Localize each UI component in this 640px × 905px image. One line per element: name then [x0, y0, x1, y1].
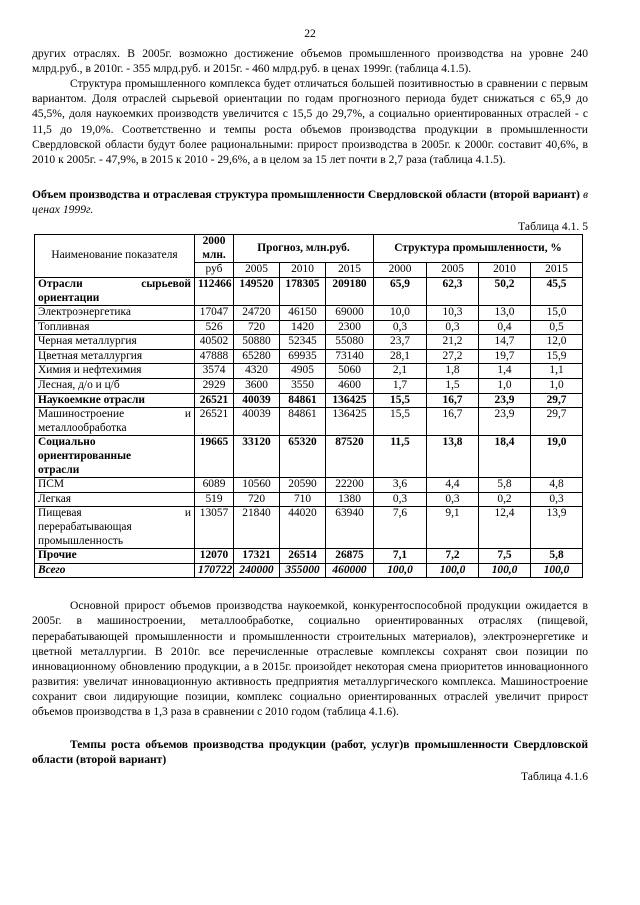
value-cell: 3,6 — [374, 478, 427, 493]
value-cell: 5060 — [326, 364, 374, 379]
paragraph-2: Структура промышленного комплекса будет отличаться большей позитивностью в сравнении с первым вариантом. Доля отраслей сырьевой ориентации по годам прогнозного периода будет снижаться с 65,9 до 45,5%, доля наукоемких производств увеличится с 15,5 до 29,7%, а социально ориентированных отраслей - с 11,5 до 19,0%. Соответственно и темпы роста объемов производства продукции в промышленности Свердловской области будут более рациональными: прирост производства в 2005г. к 2000г. составит 40,6%, в 2010 к 2005г. - 47,9%, в 2015 к 2010 - 29,6%, а в целом за 15 лет почти в 2,7 раза (таблица 4.1.5). — [32, 77, 588, 166]
value-cell: 460000 — [326, 563, 374, 578]
value-cell: 1420 — [280, 320, 326, 335]
value-cell: 136425 — [326, 408, 374, 436]
table-row — [35, 306, 583, 321]
row-name-cell — [35, 277, 195, 305]
value-cell: 240000 — [234, 563, 280, 578]
value-cell: 21840 — [234, 507, 280, 549]
paragraph-1: других отраслях. В 2005г. возможно достижение объемов промышленного производства на уровне 240 млрд.руб., в 2010г. - 355 млрд.руб. и 2015г. - 460 млрд.руб. в ценах 1999г. (таблица 4.1.5). — [32, 47, 588, 76]
table-row — [35, 408, 583, 436]
value-cell: 20590 — [280, 478, 326, 493]
value-cell: 69000 — [326, 306, 374, 321]
value-cell: 0,5 — [531, 320, 583, 335]
value-cell: 29,7 — [531, 393, 583, 408]
table-title-note: в ценах 1999г. — [32, 187, 589, 216]
value-cell: 26514 — [280, 549, 326, 564]
row-name-line: промышленность — [38, 534, 124, 547]
value-cell: 720 — [234, 320, 280, 335]
row-name-line: перерабатывающая — [38, 521, 132, 533]
value-cell: 0,3 — [374, 320, 427, 335]
value-cell: 15,5 — [374, 408, 427, 436]
industry-structure-table — [34, 234, 583, 578]
value-cell: 27,2 — [427, 349, 479, 364]
value-cell: 13,8 — [427, 436, 479, 478]
table-title-text: Объем производства и отраслевая структура промышленности Свердловской области (второй вариант) — [32, 187, 580, 201]
value-cell: 69935 — [280, 349, 326, 364]
row-name-cell — [35, 364, 195, 379]
value-cell: 52345 — [280, 335, 326, 350]
row-name-cell — [35, 563, 195, 578]
value-cell: 47888 — [195, 349, 234, 364]
value-cell: 355000 — [280, 563, 326, 578]
value-cell: 55080 — [326, 335, 374, 350]
value-cell: 50,2 — [479, 277, 531, 305]
value-cell: 209180 — [326, 277, 374, 305]
value-cell: 1,0 — [531, 379, 583, 394]
value-cell: 19,7 — [479, 349, 531, 364]
value-cell: 100,0 — [374, 563, 427, 578]
value-cell: 50880 — [234, 335, 280, 350]
value-cell: 0,3 — [427, 320, 479, 335]
value-cell: 40039 — [234, 393, 280, 408]
value-cell: 6089 — [195, 478, 234, 493]
value-cell: 16,7 — [427, 393, 479, 408]
value-cell: 1,4 — [479, 364, 531, 379]
row-name-line: Социально — [38, 436, 96, 449]
row-name-line: ориентированные — [38, 450, 132, 463]
value-cell: 2300 — [326, 320, 374, 335]
header-year-cell: 2000 — [374, 263, 427, 278]
value-cell: 4905 — [280, 364, 326, 379]
header-unit-cell: руб — [195, 263, 234, 278]
value-cell: 2,1 — [374, 364, 427, 379]
header-year-cell: 2005 — [234, 263, 280, 278]
value-cell: 710 — [280, 492, 326, 507]
value-cell: 33120 — [234, 436, 280, 478]
table-label: Таблица 4.1. 5 — [518, 220, 588, 234]
header-structure-cell: Структура промышленности, % — [374, 235, 583, 263]
value-cell: 44020 — [280, 507, 326, 549]
value-cell: 62,3 — [427, 277, 479, 305]
value-cell: 12070 — [195, 549, 234, 564]
table-row — [35, 379, 583, 394]
row-name-cell — [35, 507, 195, 549]
value-cell: 5,8 — [531, 549, 583, 564]
value-cell: 10,0 — [374, 306, 427, 321]
table-header-row — [35, 235, 583, 263]
row-name-line: Черная металлургия — [38, 335, 137, 348]
value-cell: 26521 — [195, 393, 234, 408]
value-cell: 26875 — [326, 549, 374, 564]
value-cell: 17047 — [195, 306, 234, 321]
table-row — [35, 478, 583, 493]
row-name-line: Легкая — [38, 492, 72, 505]
row-name-cell — [35, 436, 195, 478]
value-cell: 112466 — [195, 277, 234, 305]
table-row — [35, 349, 583, 364]
value-cell: 4600 — [326, 379, 374, 394]
value-cell: 11,5 — [374, 436, 427, 478]
value-cell: 14,7 — [479, 335, 531, 350]
value-cell: 15,9 — [531, 349, 583, 364]
row-name-cell — [35, 408, 195, 436]
value-cell: 1,5 — [427, 379, 479, 394]
value-cell: 149520 — [234, 277, 280, 305]
document-page — [32, 26, 588, 784]
value-cell: 13057 — [195, 507, 234, 549]
table-row — [35, 364, 583, 379]
header-name-cell: Наименование показателя — [35, 235, 195, 278]
value-cell: 136425 — [326, 393, 374, 408]
row-name-cell — [35, 379, 195, 394]
value-cell: 29,7 — [531, 408, 583, 436]
value-cell: 5,8 — [479, 478, 531, 493]
value-cell: 4320 — [234, 364, 280, 379]
row-name-cell — [35, 335, 195, 350]
value-cell: 1,8 — [427, 364, 479, 379]
table2-title: Темпы роста объемов производства продукции (работ, услуг)в промышленности Свердловской области (второй вариант) — [32, 738, 588, 767]
value-cell: 84861 — [280, 393, 326, 408]
row-name-line: Отрасли сырьевой — [38, 277, 191, 290]
row-name-cell — [35, 349, 195, 364]
row-name-line: Всего — [38, 563, 66, 576]
value-cell: 0,3 — [374, 492, 427, 507]
value-cell: 23,9 — [479, 393, 531, 408]
value-cell: 0,4 — [479, 320, 531, 335]
value-cell: 4,8 — [531, 478, 583, 493]
page-number: 22 — [304, 27, 316, 40]
value-cell: 10560 — [234, 478, 280, 493]
value-cell: 65280 — [234, 349, 280, 364]
header-year-cell: 2005 — [427, 263, 479, 278]
row-name-cell — [35, 492, 195, 507]
value-cell: 26521 — [195, 408, 234, 436]
value-cell: 21,2 — [427, 335, 479, 350]
value-cell: 100,0 — [531, 563, 583, 578]
row-name-line: Топливная — [38, 320, 90, 333]
table-row — [35, 549, 583, 564]
table-row — [35, 492, 583, 507]
table-row — [35, 320, 583, 335]
value-cell: 10,3 — [427, 306, 479, 321]
value-cell: 45,5 — [531, 277, 583, 305]
row-name-line: отрасли — [38, 463, 80, 476]
row-name-cell — [35, 478, 195, 493]
value-cell: 40039 — [234, 408, 280, 436]
value-cell: 178305 — [280, 277, 326, 305]
header-year-cell: 2010 — [280, 263, 326, 278]
value-cell: 12,0 — [531, 335, 583, 350]
row-name-cell — [35, 549, 195, 564]
value-cell: 7,6 — [374, 507, 427, 549]
row-name-line: Лесная, д/о и ц/б — [38, 379, 120, 392]
row-name-line: Наукоемкие отрасли — [38, 393, 145, 406]
value-cell: 9,1 — [427, 507, 479, 549]
value-cell: 17321 — [234, 549, 280, 564]
value-cell: 13,9 — [531, 507, 583, 549]
value-cell: 87520 — [326, 436, 374, 478]
row-name-line: Машиностроение и — [38, 408, 191, 421]
row-name-line: ориентации — [38, 291, 100, 304]
row-name-cell — [35, 320, 195, 335]
value-cell: 1,1 — [531, 364, 583, 379]
table-row — [35, 563, 583, 578]
header-year-cell: 2015 — [531, 263, 583, 278]
table-body — [35, 235, 583, 578]
table-row — [35, 277, 583, 305]
value-cell: 15,0 — [531, 306, 583, 321]
row-name-line: Прочие — [38, 549, 77, 562]
table-row — [35, 436, 583, 478]
value-cell: 100,0 — [427, 563, 479, 578]
value-cell: 46150 — [280, 306, 326, 321]
value-cell: 100,0 — [479, 563, 531, 578]
table-row — [35, 335, 583, 350]
value-cell: 3600 — [234, 379, 280, 394]
value-cell: 2929 — [195, 379, 234, 394]
value-cell: 13,0 — [479, 306, 531, 321]
value-cell: 1380 — [326, 492, 374, 507]
value-cell: 16,7 — [427, 408, 479, 436]
value-cell: 65,9 — [374, 277, 427, 305]
row-name-line: ПСМ — [38, 478, 64, 491]
value-cell: 1,7 — [374, 379, 427, 394]
value-cell: 1,0 — [479, 379, 531, 394]
value-cell: 28,1 — [374, 349, 427, 364]
value-cell: 12,4 — [479, 507, 531, 549]
value-cell: 0,2 — [479, 492, 531, 507]
value-cell: 18,4 — [479, 436, 531, 478]
value-cell: 7,5 — [479, 549, 531, 564]
value-cell: 19665 — [195, 436, 234, 478]
paragraph-3: Основной прирост объемов производства наукоемкой, конкурентоспособной продукции ожидается в 2005г. в машиностроении, металлообработке, социально ориентированных отраслях (пищевой, перерабатывающей промышленности и промышленности строительных материалов), электроэнергетике и цветной металлургии. В 2010г. все перечисленные отраслевые комплексы сохранят свои позиции по инновационному обновлению продукции, а в 2015г. произойдет некоторая смена приоритетов инновационного развития: увеличат инновационную активность предприятия металлургического комплекса. Машиностроение сохранит свои лидирующие позиции, комплекс социально ориентированных отраслей увеличит прирост объемов производства в 1,3 раза в сравнении с 2010 годом (таблица 4.1.6). — [32, 599, 588, 719]
value-cell: 84861 — [280, 408, 326, 436]
value-cell: 0,3 — [531, 492, 583, 507]
row-name-line: Пищевая и — [38, 507, 191, 520]
value-cell: 23,9 — [479, 408, 531, 436]
row-name-line: металлообработка — [38, 421, 127, 434]
value-cell: 4,4 — [427, 478, 479, 493]
row-name-cell — [35, 393, 195, 408]
value-cell: 7,2 — [427, 549, 479, 564]
value-cell: 63940 — [326, 507, 374, 549]
table-title — [32, 187, 588, 217]
row-name-cell — [35, 306, 195, 321]
value-cell: 170722 — [195, 563, 234, 578]
header-year-cell: 2010 — [479, 263, 531, 278]
value-cell: 3574 — [195, 364, 234, 379]
row-name-line: Цветная металлургия — [38, 349, 143, 362]
value-cell: 519 — [195, 492, 234, 507]
value-cell: 720 — [234, 492, 280, 507]
value-cell: 0,3 — [427, 492, 479, 507]
value-cell: 19,0 — [531, 436, 583, 478]
table-row — [35, 393, 583, 408]
row-name-line: Электроэнергетика — [38, 306, 131, 319]
header-2000-cell: 2000 млн. — [195, 235, 234, 263]
value-cell: 22200 — [326, 478, 374, 493]
value-cell: 3550 — [280, 379, 326, 394]
value-cell: 526 — [195, 320, 234, 335]
table-row — [35, 507, 583, 549]
value-cell: 73140 — [326, 349, 374, 364]
table2-label: Таблица 4.1.6 — [521, 770, 588, 784]
value-cell: 24720 — [234, 306, 280, 321]
value-cell: 7,1 — [374, 549, 427, 564]
value-cell: 65320 — [280, 436, 326, 478]
value-cell: 15,5 — [374, 393, 427, 408]
header-year-cell: 2015 — [326, 263, 374, 278]
header-forecast-cell: Прогноз, млн.руб. — [234, 235, 374, 263]
value-cell: 40502 — [195, 335, 234, 350]
row-name-line: Химия и нефтехимия — [38, 364, 142, 377]
value-cell: 23,7 — [374, 335, 427, 350]
